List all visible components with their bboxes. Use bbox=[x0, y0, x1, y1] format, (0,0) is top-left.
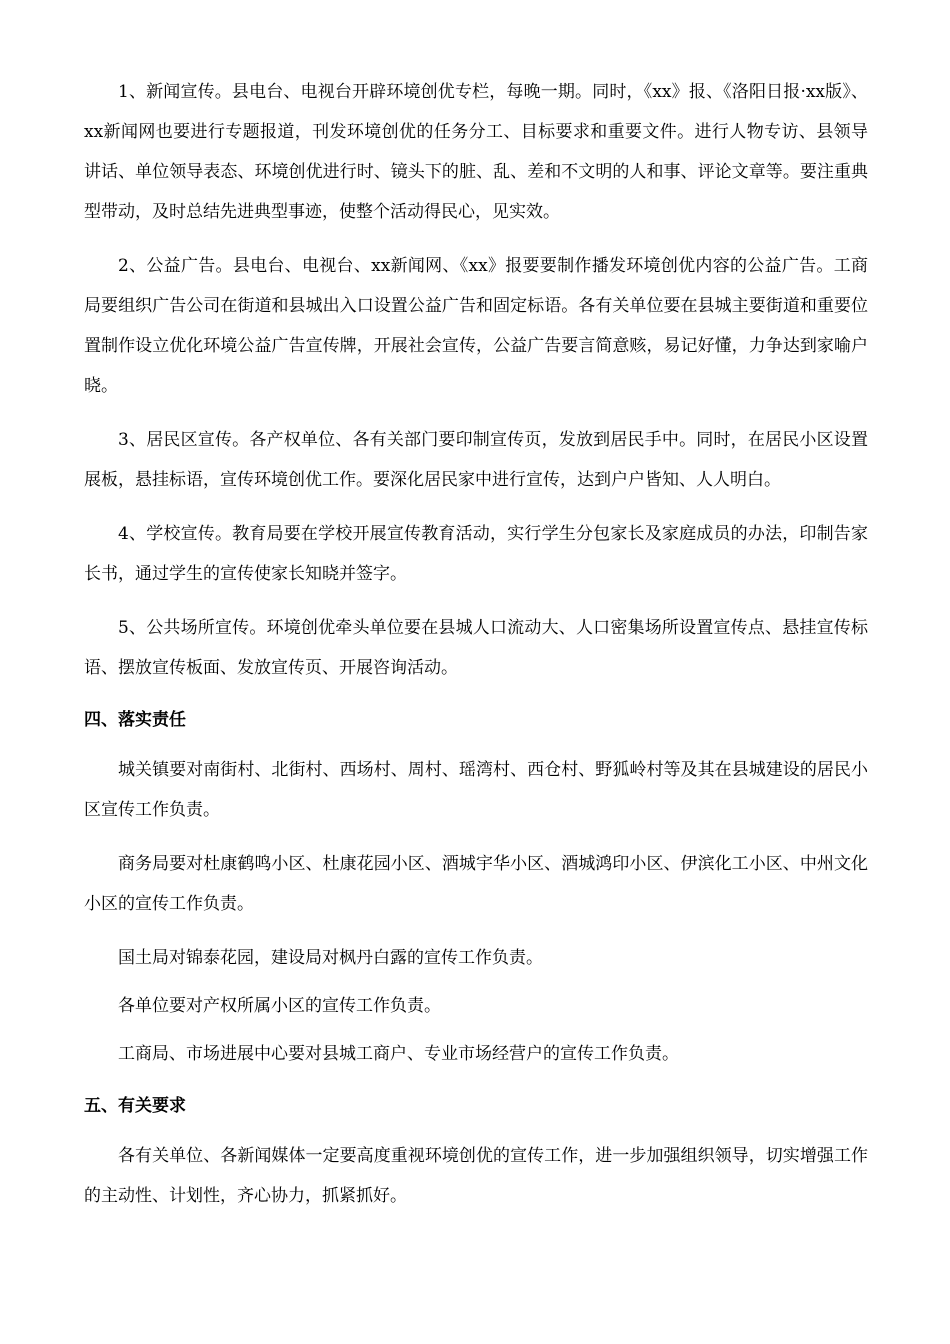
paragraph-chengguan-town: 城关镇要对南街村、北街村、西场村、周村、瑶湾村、西仓村、野狐岭村等及其在县城建设的居民小区宣传工作负责。 bbox=[84, 760, 868, 820]
paragraph-all-units: 各单位要对产权所属小区的宣传工作负责。 bbox=[118, 996, 441, 1016]
paragraph-requirements: 各有关单位、各新闻媒体一定要高度重视环境创优的宣传工作，进一步加强组织领导，切实增强工作的主动性、计划性，齐心协力，抓紧抓好。 bbox=[84, 1146, 868, 1206]
paragraph-public-ads: 2、公益广告。县电台、电视台、xx新闻网、《xx》报要要制作播发环境创优内容的公益广告。工商局要组织广告公司在街道和县城出入口设置公益广告和固定标语。各有关单位要在县城主要街道和重要位置制作设立优化环境公益广告宣传牌，开展社会宣传，公益广告要言简意赅，易记好懂，力争达到家喻户晓。 bbox=[84, 256, 868, 396]
paragraph-land-bureau: 国土局对锦泰花园，建设局对枫丹白露的宣传工作负责。 bbox=[118, 948, 543, 968]
paragraph-residential-publicity: 3、居民区宣传。各产权单位、各有关部门要印制宣传页，发放到居民手中。同时，在居民小区设置展板，悬挂标语，宣传环境创优工作。要深化居民家中进行宣传，达到户户皆知、人人明白。 bbox=[84, 430, 868, 490]
section-heading-responsibility: 四、落实责任 bbox=[84, 710, 186, 730]
paragraph-school-publicity: 4、学校宣传。教育局要在学校开展宣传教育活动，实行学生分包家长及家庭成员的办法，印制告家长书，通过学生的宣传使家长知晓并签字。 bbox=[84, 524, 868, 584]
paragraph-commerce-bureau: 商务局要对杜康鹤鸣小区、杜康花园小区、酒城宇华小区、酒城鸿印小区、伊滨化工小区、中州文化小区的宣传工作负责。 bbox=[84, 854, 868, 914]
section-heading-requirements: 五、有关要求 bbox=[84, 1096, 186, 1116]
document-body bbox=[84, 72, 868, 1230]
paragraph-news-publicity: 1、新闻宣传。县电台、电视台开辟环境创优专栏，每晚一期。同时，《xx》报、《洛阳日报·xx版》、xx新闻网也要进行专题报道，刊发环境创优的任务分工、目标要求和重要文件。进行人物专访、县领导讲话、单位领导表态、环境创优进行时、镜头下的脏、乱、差和不文明的人和事、评论文章等。要注重典型带动，及时总结先进典型事迹，使整个活动得民心，见实效。 bbox=[84, 82, 868, 222]
paragraph-industry-commerce: 工商局、市场进展中心要对县城工商户、专业市场经营户的宣传工作负责。 bbox=[118, 1044, 679, 1064]
paragraph-public-places-publicity: 5、公共场所宣传。环境创优牵头单位要在县城人口流动大、人口密集场所设置宣传点、悬挂宣传标语、摆放宣传板面、发放宣传页、开展咨询活动。 bbox=[84, 618, 868, 678]
